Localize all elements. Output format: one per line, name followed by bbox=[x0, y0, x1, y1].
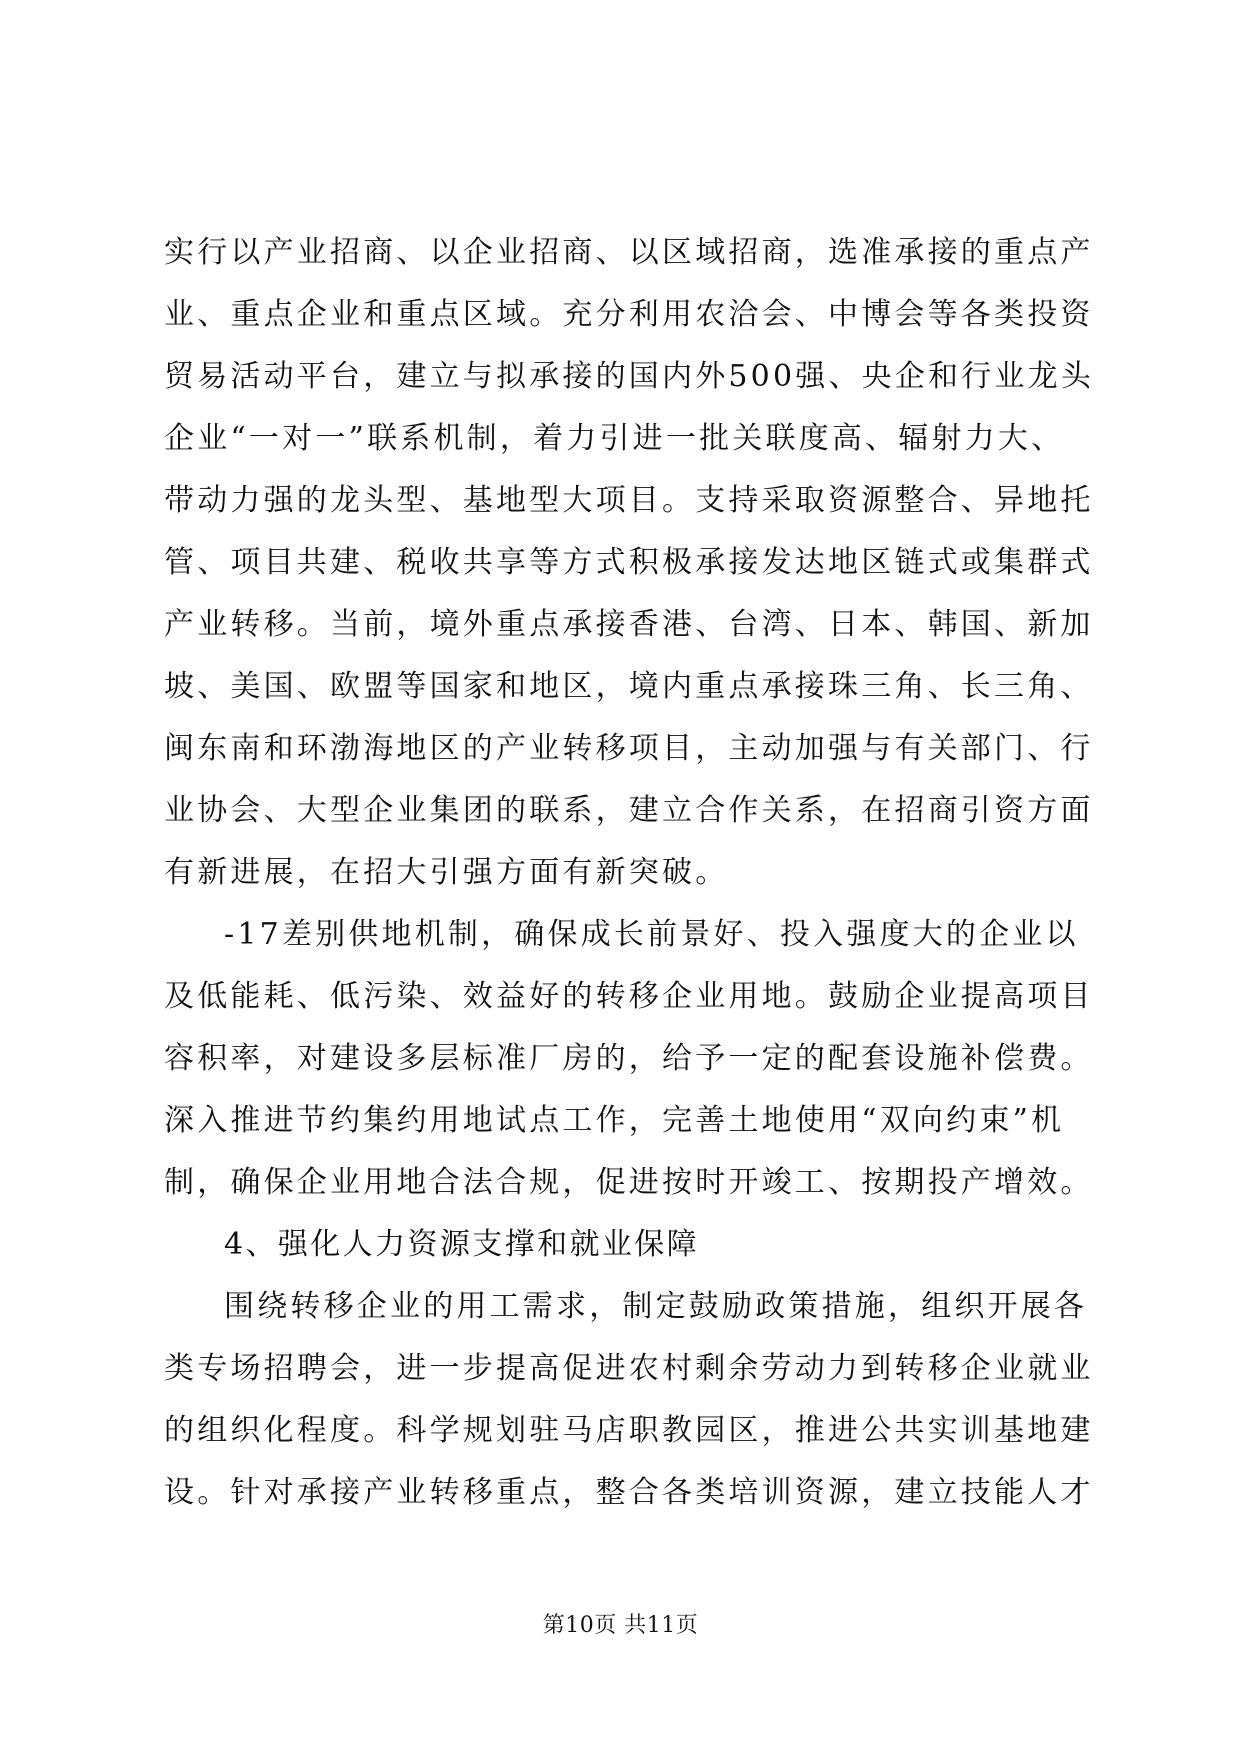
text-line: 业协会、大型企业集团的联系，建立合作关系，在招商引资方面 bbox=[164, 793, 1094, 828]
text-line: 及低能耗、低污染、效益好的转移企业用地。鼓励企业提高项目 bbox=[164, 979, 1094, 1014]
text-line: 坡、美国、欧盟等国家和地区，境内重点承接珠三角、长三角、 bbox=[164, 669, 1094, 704]
text-line: 的组织化程度。科学规划驻马店职教园区，推进公共实训基地建 bbox=[164, 1413, 1094, 1448]
section-heading: 4、强化人力资源支撑和就业保障 bbox=[224, 1227, 700, 1262]
text-line: 管、项目共建、税收共享等方式积极承接发达地区链式或集群式 bbox=[164, 545, 1094, 580]
text-line: 贸易活动平台，建立与拟承接的国内外500强、央企和行业龙头 bbox=[164, 359, 1095, 394]
text-line: 有新进展，在招大引强方面有新突破。 bbox=[164, 855, 729, 890]
text-line: 制，确保企业用地合法合规，促进按时开竣工、按期投产增效。 bbox=[164, 1165, 1094, 1200]
text-line: 带动力强的龙头型、基地型大项目。支持采取资源整合、异地托 bbox=[164, 483, 1094, 518]
page-number-footer: 第10页 共11页 bbox=[542, 1613, 699, 1638]
text-line: 企业“一对一”联系机制，着力引进一批关联度高、辐射力大、 bbox=[164, 421, 1065, 456]
text-line: 深入推进节约集约用地试点工作，完善土地使用“双向约束”机 bbox=[164, 1103, 1065, 1138]
text-line: 产业转移。当前，境外重点承接香港、台湾、日本、韩国、新加 bbox=[164, 607, 1094, 642]
document-body bbox=[164, 222, 1095, 1524]
text-line: 实行以产业招商、以企业招商、以区域招商，选准承接的重点产 bbox=[164, 235, 1094, 270]
paragraph-first-line: 围绕转移企业的用工需求，制定鼓励政策措施，组织开展各 bbox=[224, 1289, 1088, 1324]
text-line: 设。针对承接产业转移重点，整合各类培训资源，建立技能人才 bbox=[164, 1475, 1094, 1510]
text-line: 类专场招聘会，进一步提高促进农村剩余劳动力到转移企业就业 bbox=[164, 1351, 1094, 1386]
text-line: 业、重点企业和重点区域。充分利用农洽会、中博会等各类投资 bbox=[164, 297, 1094, 332]
paragraph-first-line: -17差别供地机制，确保成长前景好、投入强度大的企业以 bbox=[224, 917, 1079, 952]
text-line: 容积率，对建设多层标准厂房的，给予一定的配套设施补偿费。 bbox=[164, 1041, 1094, 1076]
text-line: 闽东南和环渤海地区的产业转移项目，主动加强与有关部门、行 bbox=[164, 731, 1094, 766]
